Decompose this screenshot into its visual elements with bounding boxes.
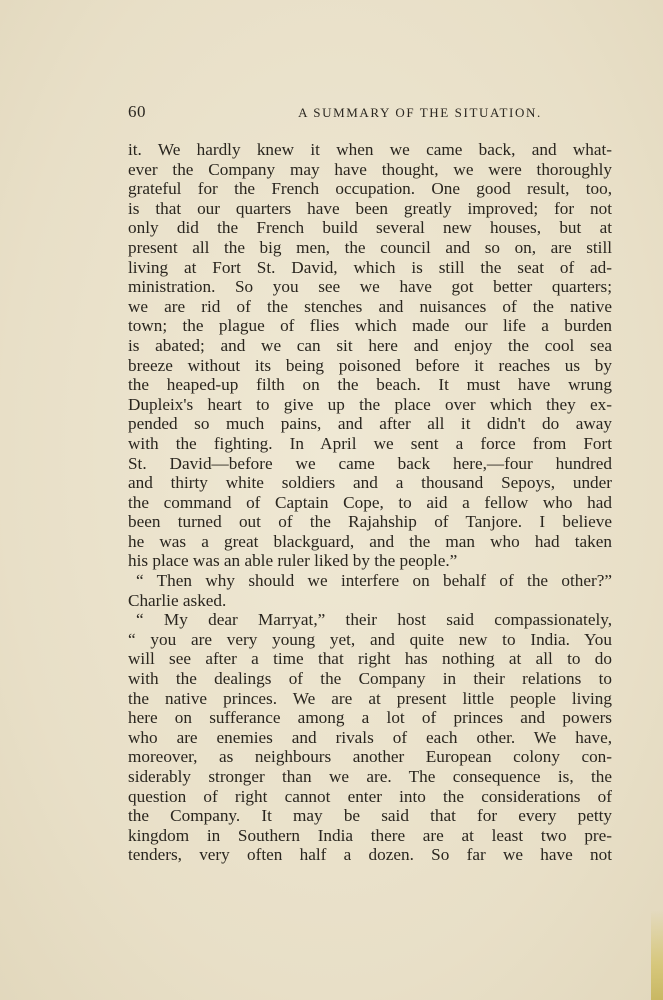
text-line: St. David—before we came back here,—four hundred	[128, 453, 612, 473]
text-line: will see after a time that right has nothing at all to do	[128, 649, 612, 669]
text-line: his place was an able ruler liked by the people.”	[128, 551, 458, 571]
text-line: breeze without its being poisoned before it reaches us by	[128, 355, 612, 375]
text-line: been turned out of the Rajahship of Tanjore. I believe	[128, 512, 612, 532]
text-line: present all the big men, the council and so on, are still	[128, 237, 612, 257]
page-edge-stain	[651, 910, 663, 1000]
running-title: A SUMMARY OF THE SITUATION.	[298, 105, 542, 120]
text-line: town; the plague of flies which made our life a burden	[128, 316, 612, 336]
text-line: pended so much pains, and after all it didn't do away	[128, 414, 612, 434]
text-line: who are enemies and rivals of each other. We have,	[128, 727, 612, 747]
text-line: it. We hardly knew it when we came back, and what-	[128, 140, 612, 159]
text-line: tenders, very often half a dozen. So far we have not	[128, 845, 612, 865]
text-line: we are rid of the stenches and nuisances of the native	[128, 296, 612, 316]
text-line: Charlie asked.	[128, 590, 227, 610]
text-line: with the dealings of the Company in their relations to	[128, 669, 612, 689]
text-line: here on sufferance among a lot of princes and powers	[128, 708, 612, 728]
text-line: and thirty white soldiers and a thousand Sepoys, under	[128, 473, 612, 493]
text-line: is abated; and we can sit here and enjoy the cool sea	[128, 335, 612, 355]
text-line: living at Fort St. David, which is still the seat of ad-	[128, 257, 612, 277]
text-line: the heaped-up filth on the beach. It must have wrung	[128, 375, 612, 395]
text-line: ever the Company may have thought, we were thoroughly	[128, 159, 612, 179]
page-number: 60	[128, 102, 146, 121]
text-line: kingdom in Southern India there are at least two pre-	[128, 825, 612, 845]
text-line: “ you are very young yet, and quite new to India. You	[128, 629, 612, 649]
text-line: question of right cannot enter into the considerations of	[128, 786, 612, 806]
text-line: siderably stronger than we are. The consequence is, the	[128, 767, 612, 786]
text-line: “ Then why should we interfere on behalf of the other?”	[136, 571, 612, 591]
text-line: grateful for the French occupation. One good result, too,	[128, 179, 612, 199]
text-line: is that our quarters have been greatly improved; for not	[128, 198, 612, 218]
text-line: the Company. It may be said that for every petty	[128, 806, 612, 826]
text-line: he was a great blackguard, and the man who had taken	[128, 531, 612, 551]
text-line: Dupleix's heart to give up the place over which they ex-	[128, 394, 612, 414]
text-line: “ My dear Marryat,” their host said compassionately,	[136, 610, 612, 630]
body-text	[128, 140, 612, 865]
text-line: ministration. So you see we have got better quarters;	[128, 277, 612, 297]
page-header	[128, 102, 612, 126]
text-line: only did the French build several new houses, but at	[128, 218, 612, 238]
text-line: with the fighting. In April we sent a force from Fort	[128, 433, 612, 453]
text-line: the native princes. We are at present little people living	[128, 688, 612, 708]
text-line: the command of Captain Cope, to aid a fellow who had	[128, 492, 612, 512]
text-line: moreover, as neighbours another European colony con-	[128, 747, 612, 767]
